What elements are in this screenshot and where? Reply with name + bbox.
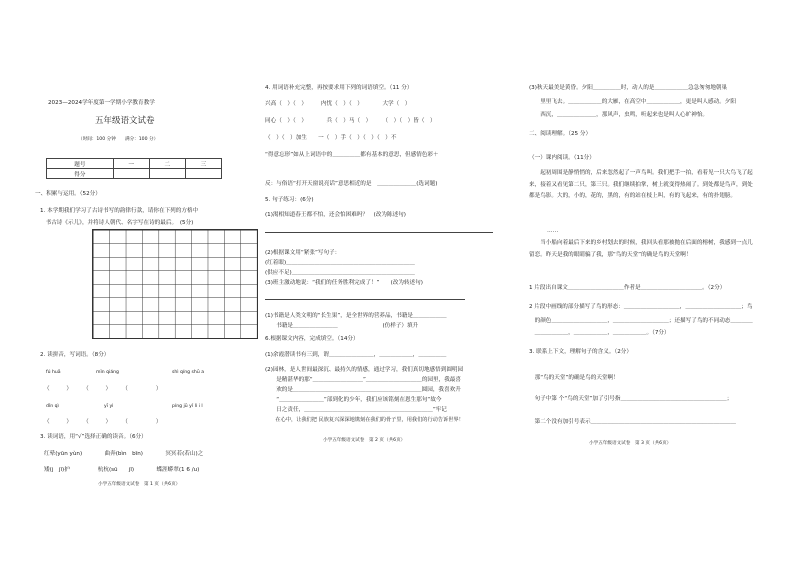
reading-question-1: 1 片段出自课文＿＿＿＿＿＿＿＿＿＿作者是＿＿＿＿＿＿＿＿＿＿＿。（2分） (529, 285, 726, 291)
question-6-fill-10: 西沉，＿＿＿＿＿＿＿，那风声，虫鸣，听起来也是叫人心旷神怡。 (529, 112, 709, 118)
question-5-1: (1)渴相知道春王都不怕，还会怕困难吗？ (改为陈述句) (265, 212, 406, 218)
reading-question-2a: 2 片段中画线的部分描写了鸟的形态：＿＿＿＿＿＿＿＿＿＿，＿＿＿＿＿＿＿＿＿＿；鸟 (529, 304, 753, 310)
exam-page-2 (265, 0, 529, 561)
pinyin-3: shì qíng shū a (172, 370, 205, 375)
page-footer: 小学五年级语文试卷 第 2 页（共6页） (323, 438, 406, 443)
question-4-row-3: （ ）（ ）加生 一（ ）手（ ）（ ）（ ）不 (265, 135, 397, 141)
answer-parens[interactable]: （ ） （ ） （ ） (44, 419, 162, 425)
score-table (46, 158, 222, 179)
question-6-fill-6: 日之责任，＿＿＿＿＿＿＿＿＿＿＿＿＿＿＿＿＿＿＿＿＿＿＿”牢记 (265, 407, 447, 413)
question-3-line-2: 矮(j jī)护 杭杭(sū jī) 蝶涯蟒翠(1 6 /u) (44, 467, 200, 473)
question-6-fill-9: 里里飞去。＿＿＿＿＿＿的大雁，在高空中＿＿＿＿＿＿，更是叫人感动。夕阳 (529, 99, 736, 105)
question-4: 4. 用词语补充完整，再按要求用下列的词语填空。（11 分） (265, 85, 413, 91)
exam-title: 五年级语文试卷 (95, 116, 155, 126)
question-1-line-2: 书古诗《示儿》，并将诗人朝代、名字写在诗的最后。 (5分) (40, 220, 194, 226)
score-header-cell: 一 (113, 159, 149, 169)
score-cell[interactable] (149, 169, 185, 179)
question-6-fill-8: (3)秋天最美是黄昏。夕阳＿＿＿＿＿时，动人的是＿＿＿＿＿＿急急匆匆地朝巢 (529, 85, 728, 91)
score-row-label: 得分 (47, 169, 114, 179)
section-1-heading: 一、积累与运用。（52分） (35, 191, 101, 197)
score-cell[interactable] (113, 169, 149, 179)
page-footer: 小学五年级语文试卷 第 3 页（共6页） (589, 441, 672, 446)
question-4-row-4: “得意忘形”如从上词语中的＿＿＿＿＿都有基本的意思，但感情色彩＋ (265, 152, 439, 158)
question-5-3: (3)班主激动地说：“我们的任务胜利完成了！” (改为转述句) (265, 280, 423, 286)
score-header-cell: 题号 (47, 159, 114, 169)
reading-passage-a: 起初周围是静悄悄的，后来忽然起了一声鸟叫。我们把手一拍，看着见一只大鸟飞了起来，接着又看见第二只，第三只。我们继续拍掌，树上就变得热闹了。到处都是鸟声，到处都是鸟影。大的，小的，花的，黑的，有的站在枝上叫，有的飞起来，有的扑翅膀。 (529, 170, 753, 199)
question-6-fill-3: 是精湛华的那“＿＿＿＿＿＿＿＿＿”＿＿＿＿＿＿＿＿＿＿的园里，我最喜 (265, 377, 461, 383)
writing-grid[interactable] (92, 229, 258, 339)
question-2: 2. 读拼音，写词语。（8分） (40, 352, 110, 358)
question-1-line-1: 1. 本学期我们学习了古诗书写的韵律行款，请你在下列的方格中 (40, 208, 199, 214)
question-3: 3. 读词语，用“√”选择正确的读音。（6分） (40, 434, 147, 440)
question-6-fill-1: (1)余霞潜读书有三到，谓＿＿＿＿＿＿＿＿，＿＿＿＿＿＿，＿＿＿＿＿ (265, 352, 447, 358)
question-6-fill-4: 欢的是＿＿＿＿＿＿＿＿＿＿＿＿＿＿＿＿＿＿＿＿＿＿＿圆园，我喜欢升 (265, 387, 461, 393)
exam-page-3 (529, 0, 794, 561)
question-6-fill-7: 在心中，让我们把 民族复兴深深地镌刻在我们的骨子里，用我们的行动告诉世界！ (265, 417, 464, 423)
score-header-cell: 二 (149, 159, 185, 169)
pinyin-5: yī yì (104, 404, 114, 409)
score-cell[interactable] (185, 169, 221, 179)
ellipsis: …… (547, 228, 559, 234)
reading-question-3a: 那“鸟的天堂”的确是鸟的天堂啊！ (529, 375, 619, 381)
reading-question-2b: 的颜色＿＿＿＿＿＿＿＿＿＿，＿＿＿＿＿＿＿＿＿＿；还描写了鸟的不同动态＿＿＿＿ (529, 318, 753, 324)
pinyin-4: dǐn qì (46, 404, 59, 409)
question-4-row-1: 兴高（ ）（ ） 内忧（ ）（ ） 大学（ ） (265, 101, 411, 107)
question-5-2a: (红着眼)＿＿＿＿＿＿＿＿＿＿＿＿＿＿＿＿＿＿＿＿＿＿＿ (265, 260, 415, 266)
reading-1-heading: （一）课内阅读。（11分） (529, 155, 595, 161)
reading-question-3c: 第二个没有加引号表示＿＿＿＿＿＿＿＿＿＿＿＿＿＿＿＿＿＿＿＿＿＿＿＿＿＿ (529, 419, 736, 425)
reading-question-3: 3. 联系上下文，理解句子的含义。（2分） (529, 349, 632, 355)
answer-parens[interactable]: （ ） （ ） （ ） (44, 386, 162, 392)
question-6: 6.根据课文内容，完成填空。（14分） (265, 336, 359, 342)
reading-passage-b: 当小船向着最后下来的乡村划去的时候，我回头看那被抛在后面的榕树，我感到一点儿留恋。昨天是我的眼睛骗了我，那“鸟的天堂”的确是鸟的天堂啊！ (529, 240, 753, 258)
reading-question-2c: ＿＿＿＿＿＿，＿＿＿＿＿＿，＿＿＿＿＿＿。（7分） (529, 330, 670, 336)
section-2-heading: 二、阅读理解。（25 分） (529, 131, 592, 137)
question-3-line-1: 红晕(yūn yùn) 曲奔(bìn bīn) 冥冥若(若山)之 (44, 451, 204, 457)
pinyin-2: mǐn qiáng (96, 370, 119, 375)
question-6-sub-1: (1)书籍是人类文明的“长生果”，是全世界的营养品，书籍是＿＿＿＿＿＿ (265, 313, 447, 319)
question-4-row-5: 反：与俗语“打开天窗说亮话”意思相近的是 ＿＿＿＿＿＿＿(选词题) (265, 181, 438, 187)
answer-line[interactable] (265, 232, 493, 233)
school-header: 2023—2024学年度第一学期小学教育教学 (48, 100, 155, 106)
answer-line[interactable] (265, 299, 465, 300)
question-6-sub-2: 书籍是＿＿＿＿＿＿＿＿ (仿样子）填升 (265, 323, 419, 329)
question-4-row-2: 同心（ ）（ ） 兵（ ）马（ ） （ ）（ ）皆（ ） (265, 118, 436, 124)
question-5-2: (2)根据课文用“紧张”写句子： (265, 250, 341, 256)
question-6-fill-5: “＿＿＿＿＿＿＿＿”部到化的少年，我们应该铭刻在恩生那句“故今 (265, 397, 442, 403)
question-5-2b: (供应不足)＿＿＿＿＿＿＿＿＿＿＿＿＿＿＿＿＿＿＿＿＿＿ (265, 270, 415, 276)
pinyin-1: fú huā (46, 370, 61, 375)
exam-meta: （时间：100 分钟 满分：100 分） (78, 137, 159, 142)
pinyin-6: píng jū yǐ lì i l (172, 404, 203, 409)
exam-page-1 (0, 0, 265, 561)
reading-question-3b: 句子中第 个“鸟的天堂”加了引号指＿＿＿＿＿＿＿＿＿＿＿＿＿＿＿＿＿＿＿； (529, 396, 733, 402)
question-6-fill-2: (2)园林，是人世间最深沉、最持久的情感，通过学习，我们真切地感悟到圆明园 (265, 367, 464, 373)
page-footer: 小学五年级语文试卷 第 1 页（共6页） (98, 482, 181, 487)
question-5: 5. 句子练习：(6分) (265, 197, 314, 203)
score-header-cell: 三 (185, 159, 221, 169)
